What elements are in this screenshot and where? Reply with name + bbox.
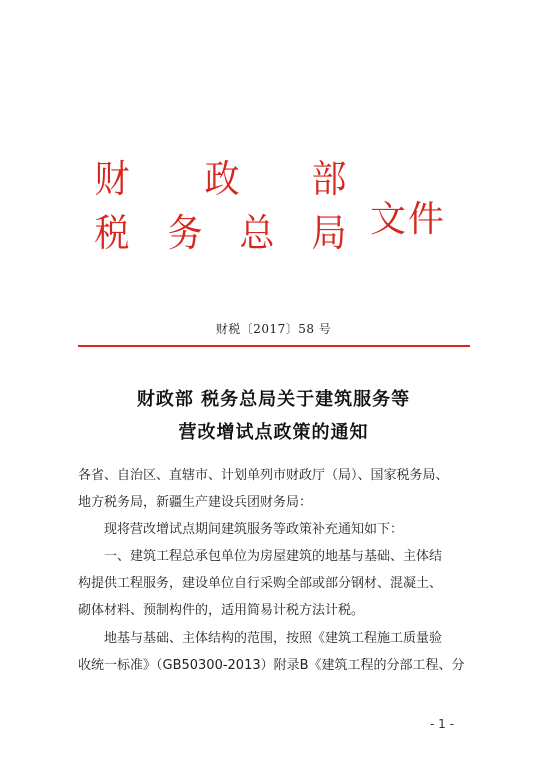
header-suffix: 文件: [370, 199, 447, 240]
document-title-line-1: 财政部 税务总局关于建筑服务等: [136, 389, 411, 410]
document-number: 财税〔2017〕58 号: [215, 322, 332, 336]
header-char: 财: [94, 157, 130, 201]
addressee-line: 各省、自治区、直辖市、计划单列市财政厅（局）、国家税务局、: [78, 468, 449, 483]
paragraph-line: 地基与基础、主体结构的范围，按照《建筑工程施工质量验: [104, 631, 443, 646]
header-char: 总: [239, 211, 275, 255]
header-char: 局: [311, 211, 347, 255]
header-char: 政: [204, 157, 240, 201]
header-char: 税: [94, 211, 130, 255]
red-divider: [78, 345, 470, 347]
paragraph-line: 构提供工程服务，建设单位自行采购全部或部分钢材、混凝土、: [78, 576, 443, 591]
intro-paragraph: 现将营改增试点期间建筑服务等政策补充通知如下：: [104, 522, 404, 537]
paragraph-line: 一、建筑工程总承包单位为房屋建筑的地基与基础、主体结: [104, 549, 443, 564]
header-char: 务: [167, 211, 203, 255]
header-char: 部: [311, 157, 347, 201]
document-title-line-2: 营改增试点政策的通知: [178, 422, 369, 443]
addressee-line: 地方税务局，新疆生产建设兵团财务局：: [78, 495, 313, 510]
paragraph-line: 收统一标准》（GB50300-2013）附录B《建筑工程的分部工程、分: [78, 658, 465, 673]
paragraph-line: 砌体材料、预制构件的，适用简易计税方法计税。: [78, 603, 365, 618]
page-number: - 1 -: [430, 717, 454, 731]
